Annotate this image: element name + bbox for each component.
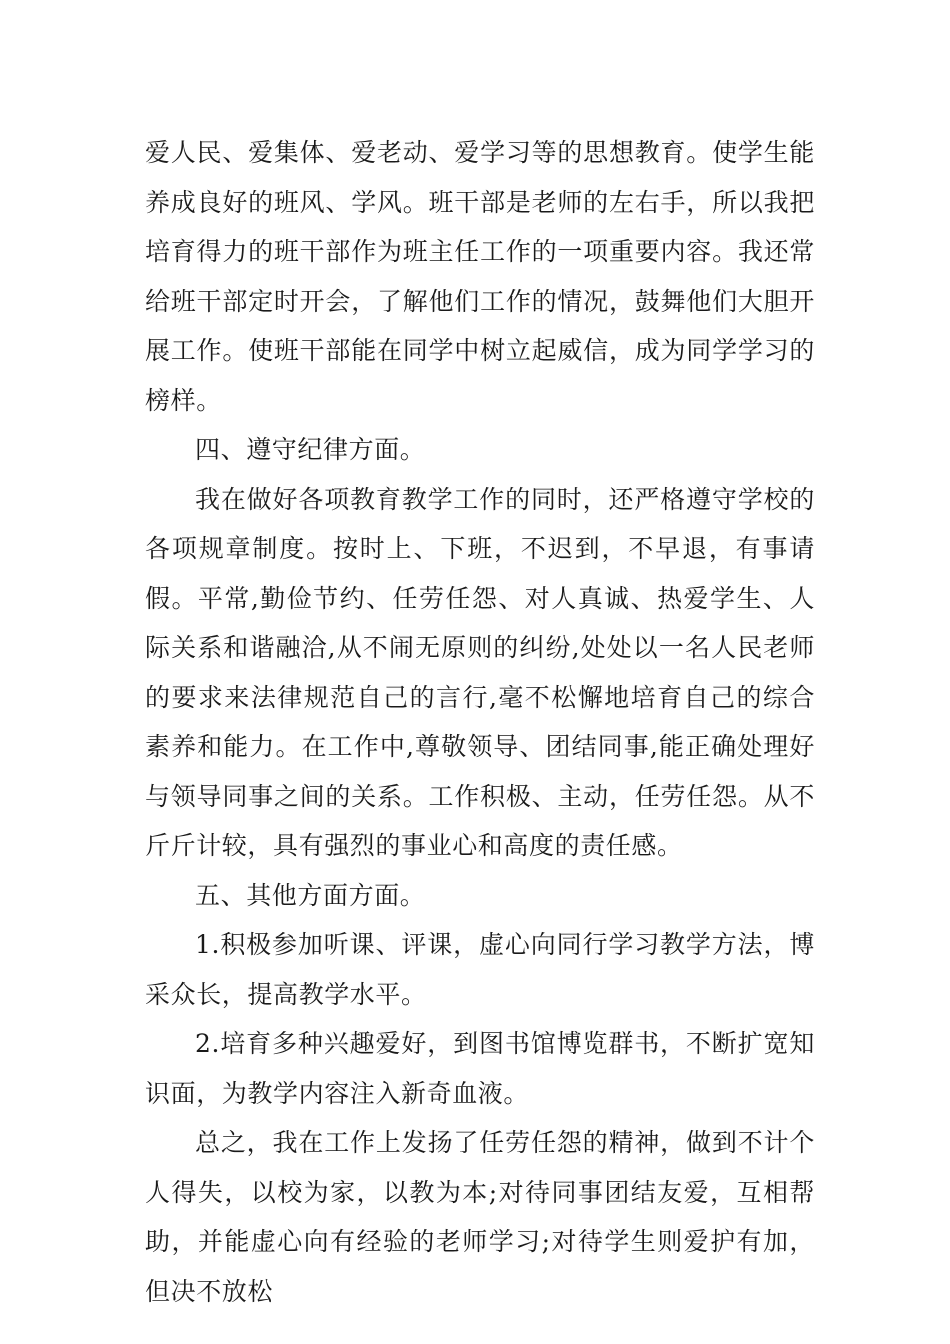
- document-body: [145, 128, 815, 1316]
- paragraph-item-1: 1.积极参加听课、评课，虚心向同行学习教学方法，博采众长，提高教学水平。: [145, 930, 815, 1009]
- paragraph-item-2: 2.培育多种兴趣爱好，到图书馆博览群书，不断扩宽知识面，为教学内容注入新奇血液。: [145, 1029, 815, 1108]
- paragraph-moral-education: 爱人民、爱集体、爱老动、爱学习等的思想教育。使学生能养成良好的班风、学风。班干部是老师的左右手，所以我把培育得力的班干部作为班主任工作的一项重要内容。我还常给班干部定时开会，了解他们工作的情况，鼓舞他们大胆开展工作。使班干部能在同学中树立起威信，成为同学学习的榜样。: [145, 138, 815, 415]
- paragraph-summary: 总之，我在工作上发扬了任劳任怨的精神，做到不计个人得失，以校为家，以教为本;对待同事团结友爱，互相帮助，并能虚心向有经验的老师学习;对待学生则爱护有加，但决不放松: [145, 1128, 815, 1306]
- paragraph-discipline: 我在做好各项教育教学工作的同时，还严格遵守学校的各项规章制度。按时上、下班，不迟到，不早退，有事请假。平常,勤俭节约、任劳任怨、对人真诚、热爱学生、人际关系和谐融洽,从不闹无原则的纠纷,处处以一名人民老师的要求来法律规范自己的言行,毫不松懈地培育自己的综合素养和能力。在工作中,尊敬领导、团结同事,能正确处理好与领导同事之间的关系。工作积极、主动，任劳任怨。从不斤斤计较，具有强烈的事业心和高度的责任感。: [145, 484, 815, 860]
- section-heading-other: 五、其他方面方面。: [195, 880, 426, 910]
- section-heading-discipline: 四、遵守纪律方面。: [195, 435, 426, 464]
